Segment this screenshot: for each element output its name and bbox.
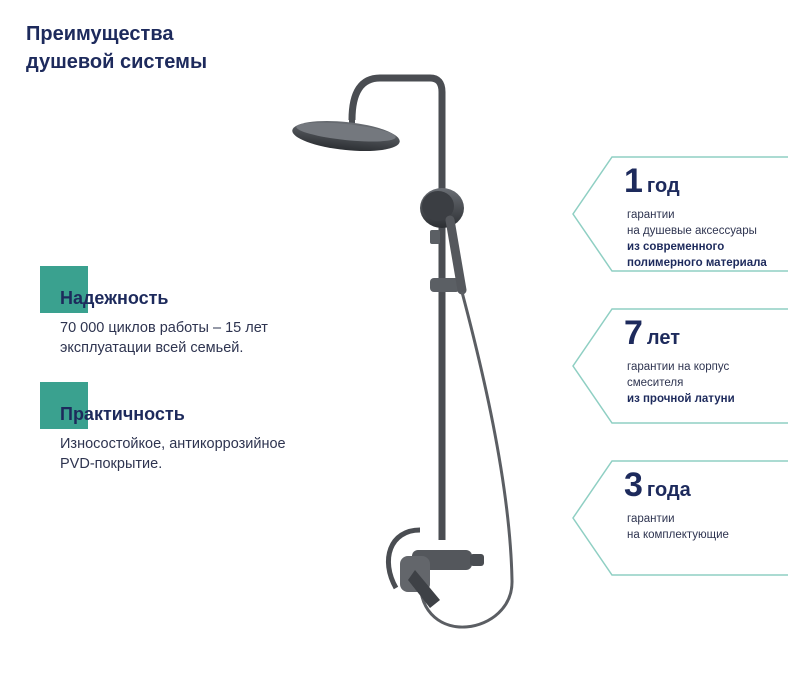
warranty-line: на душевые аксессуары [627,225,757,237]
warranty-card-3-years [572,460,788,576]
feature-description [60,434,286,474]
warranty-unit: года [646,479,691,501]
warranty-number: 7 [624,314,643,352]
title-line-2: душевой системы [26,51,208,73]
feature-desc-line: Износостойкое, антикоррозийное [60,436,286,452]
warranty-term [624,466,691,505]
warranty-description [627,207,767,271]
warranty-line: на комплектующие [627,529,729,541]
warranty-unit: лет [646,327,681,349]
feature-description [60,318,268,358]
warranty-line: гарантии на корпус [627,361,730,373]
warranty-line-bold: полимерного материала [627,257,767,269]
warranty-number: 3 [624,466,643,504]
feature-heading: Надежность [60,288,169,308]
warranty-term [624,314,680,353]
page-title [26,20,207,76]
warranty-unit: год [646,175,680,197]
feature-desc-line: 70 000 циклов работы – 15 лет [60,320,268,336]
warranty-line: гарантии [627,513,675,525]
warranty-line: смесителя [627,377,684,389]
warranty-line-bold: из прочной латуни [627,393,735,405]
warranty-line: гарантии [627,209,675,221]
feature-desc-line: PVD-покрытие. [60,456,163,472]
warranty-card-7-years [572,308,788,424]
warranty-line-bold: из современного [627,241,725,253]
warranty-description [627,359,735,407]
warranty-term [624,162,680,201]
title-line-1: Преимущества [26,23,174,45]
warranty-card-1-year [572,156,788,272]
warranty-description [627,511,729,543]
feature-heading: Практичность [60,404,185,424]
feature-desc-line: эксплуатации всей семьей. [60,340,244,356]
shower-system-image [280,60,530,660]
warranty-number: 1 [624,162,643,200]
